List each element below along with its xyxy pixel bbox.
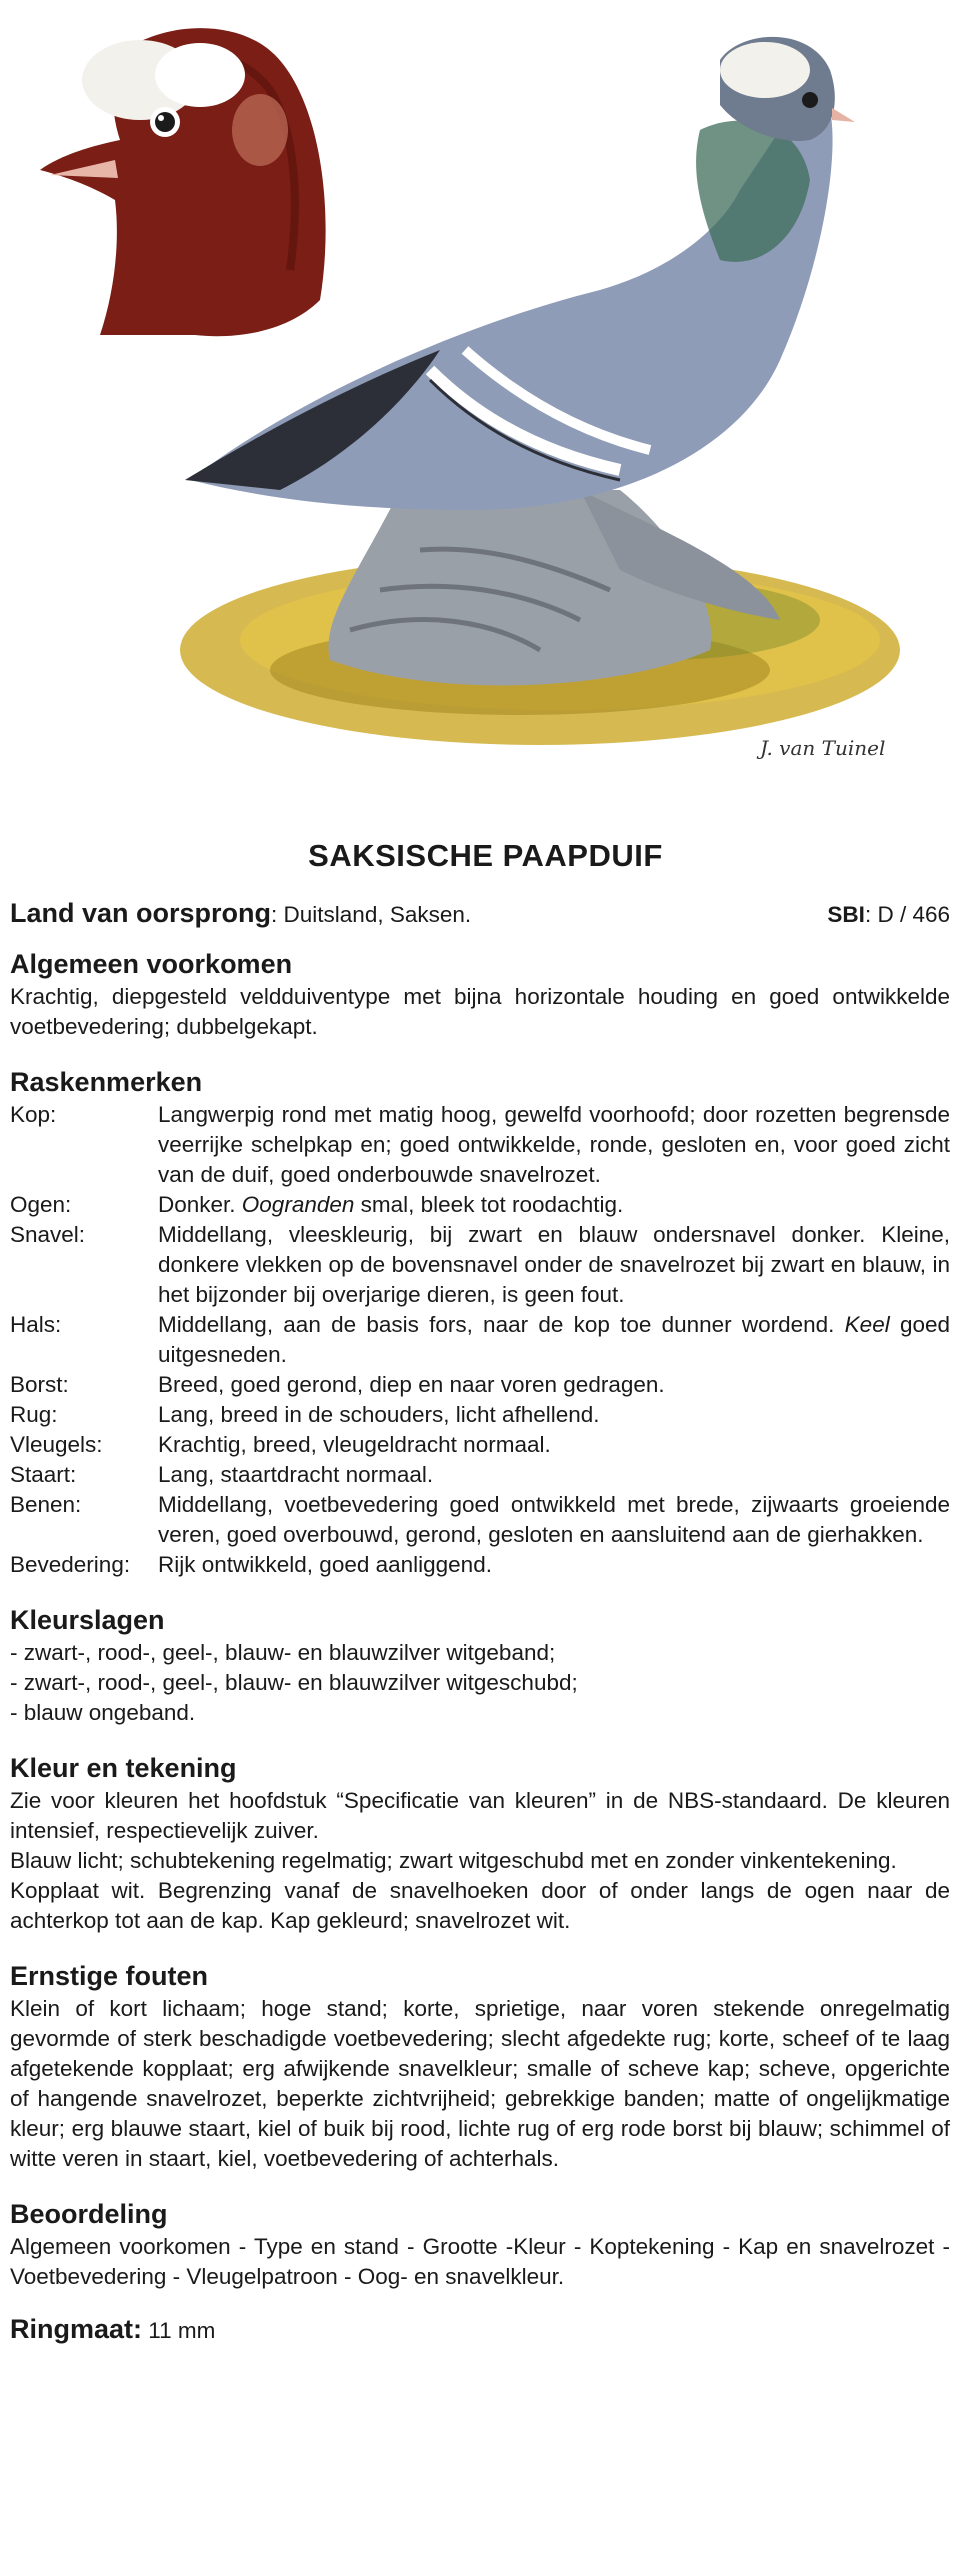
trait-row: [10, 1430, 950, 1460]
trait-row: [10, 1370, 950, 1400]
trait-value: Langwerpig rond met matig hoog, gewelfd voorhoofd; door rozetten begrensde veerrijke schelpkap en; goed ontwikkelde, ronde, gesloten en, voor goed zicht van de duif, goed onderbouwde snavelrozet.: [158, 1102, 950, 1187]
trait-value: Donker. Oogranden smal, bleek tot roodachtig.: [158, 1192, 624, 1217]
trait-value: Krachtig, breed, vleugeldracht normaal.: [158, 1432, 551, 1457]
trait-row: [10, 1190, 950, 1220]
trait-label: Hals:: [10, 1312, 62, 1337]
marking-paragraph: Blauw licht; schubtekening regelmatig; zwart witgeschubd met en zonder vinkentekening.: [10, 1848, 897, 1873]
ring-value: 11 mm: [148, 2318, 216, 2343]
trait-label: Vleugels:: [10, 1432, 103, 1457]
sbi-value: D / 466: [877, 902, 950, 927]
faults-heading: Ernstige fouten: [10, 1961, 209, 1991]
trait-row: [10, 1100, 950, 1190]
traits-heading: Raskenmerken: [10, 1067, 203, 1097]
pigeon-illustration: [20, 10, 951, 830]
trait-label: Benen:: [10, 1492, 82, 1517]
sbi-label: SBI: [827, 902, 865, 927]
trait-label: Snavel:: [10, 1222, 86, 1247]
trait-value: Lang, breed in de schouders, licht afhellend.: [158, 1402, 600, 1427]
trait-label: Borst:: [10, 1372, 69, 1397]
colors-heading: Kleurslagen: [10, 1605, 165, 1635]
ring-row: [10, 2314, 950, 2346]
judging-text: Algemeen voorkomen - Type en stand - Grootte -Kleur - Koptekening - Kap en snavelrozet - Voetbevedering - Vleugelpatroon - Oog- en snavelkleur.: [10, 2234, 950, 2289]
trait-value: Middellang, voetbevedering goed ontwikkeld met brede, zijwaarts groeiende veren, goed overbouwd, gerond, gesloten en aansluitend aan de gierhakken.: [158, 1492, 950, 1547]
trait-row: [10, 1490, 950, 1550]
trait-row: [10, 1460, 950, 1490]
origin-label: Land van oorsprong: [10, 898, 272, 928]
trait-label: Staart:: [10, 1462, 77, 1487]
page-title: SAKSISCHE PAAPDUIF: [308, 838, 663, 873]
artist-signature: J. van Tuinel: [760, 736, 886, 760]
content: [10, 898, 950, 2346]
trait-row: [10, 1310, 950, 1370]
marking-paragraph: Kopplaat wit. Begrenzing vanaf de snavelhoeken door of onder langs de ogen naar de achterkop tot aan de kap. Kap gekleurd; snavelrozet wit.: [10, 1878, 950, 1933]
general-text: Krachtig, diepgesteld veldduiventype met bijna horizontale houding en goed ontwikkelde voetbevedering; dubbelgekapt.: [10, 984, 950, 1039]
trait-value: Middellang, aan de basis fors, naar de kop toe dunner wordend. Keel goed uitgesneden.: [158, 1312, 951, 1367]
trait-row: [10, 1550, 950, 1580]
trait-label: Bevedering:: [10, 1552, 131, 1577]
general-heading: Algemeen voorkomen: [10, 949, 293, 979]
trait-label: Ogen:: [10, 1192, 72, 1217]
marking-heading: Kleur en tekening: [10, 1753, 237, 1783]
origin-value: Duitsland, Saksen.: [283, 902, 472, 927]
trait-row: [10, 1220, 950, 1310]
red-head-portrait: [40, 28, 326, 336]
trait-label: Rug:: [10, 1402, 58, 1427]
judging-heading: Beoordeling: [10, 2199, 168, 2229]
trait-value: Rijk ontwikkeld, goed aanliggend.: [158, 1552, 492, 1577]
color-variety-item: - zwart-, rood-, geel-, blauw- en blauwzilver witgeband;: [10, 1640, 556, 1665]
ring-label: Ringmaat:: [10, 2314, 143, 2344]
trait-value: Breed, goed gerond, diep en naar voren gedragen.: [158, 1372, 665, 1397]
trait-value: Middellang, vleeskleurig, bij zwart en blauw ondersnavel donker. Kleine, donkere vlekken op de bovensnavel onder de snavelrozet bij zwart en blauw, in het bijzonder bij overjarige dieren, is geen fout.: [158, 1222, 950, 1307]
trait-label: Kop:: [10, 1102, 57, 1127]
color-variety-item: - blauw ongeband.: [10, 1700, 196, 1725]
origin-row: Land van oorsprong: Duitsland, Saksen. SBI: D / 466: [10, 898, 950, 928]
color-variety-item: - zwart-, rood-, geel-, blauw- en blauwzilver witgeschubd;: [10, 1670, 578, 1695]
faults-text: Klein of kort lichaam; hoge stand; korte, sprietige, naar voren stekende onregelmatig gevormde of sterk beschadigde voetbevedering; slecht afgedekte rug; korte, scheef of te laag afgetekende kopplaat; erg afwijkende snavelkleur; smalle of scheve kap; scheve, opgerichte of hangende snavelrozet, beperkte zichtvrijheid; gebrekkige banden; matte of ongelijkmatige kleur; erg blauwe staart, kiel of buik bij rood, lichte rug of erg rode borst bij blauw; schimmel of witte veren in staart, kiel, voetbevedering of achterhals.: [10, 1996, 950, 2171]
trait-value: Lang, staartdracht normaal.: [158, 1462, 434, 1487]
trait-row: [10, 1400, 950, 1430]
traits-list: [10, 1100, 950, 1580]
marking-paragraph: Zie voor kleuren het hoofdstuk “Specificatie van kleuren” in de NBS-standaard. De kleuren intensief, respectievelijk zuiver.: [10, 1788, 950, 1843]
